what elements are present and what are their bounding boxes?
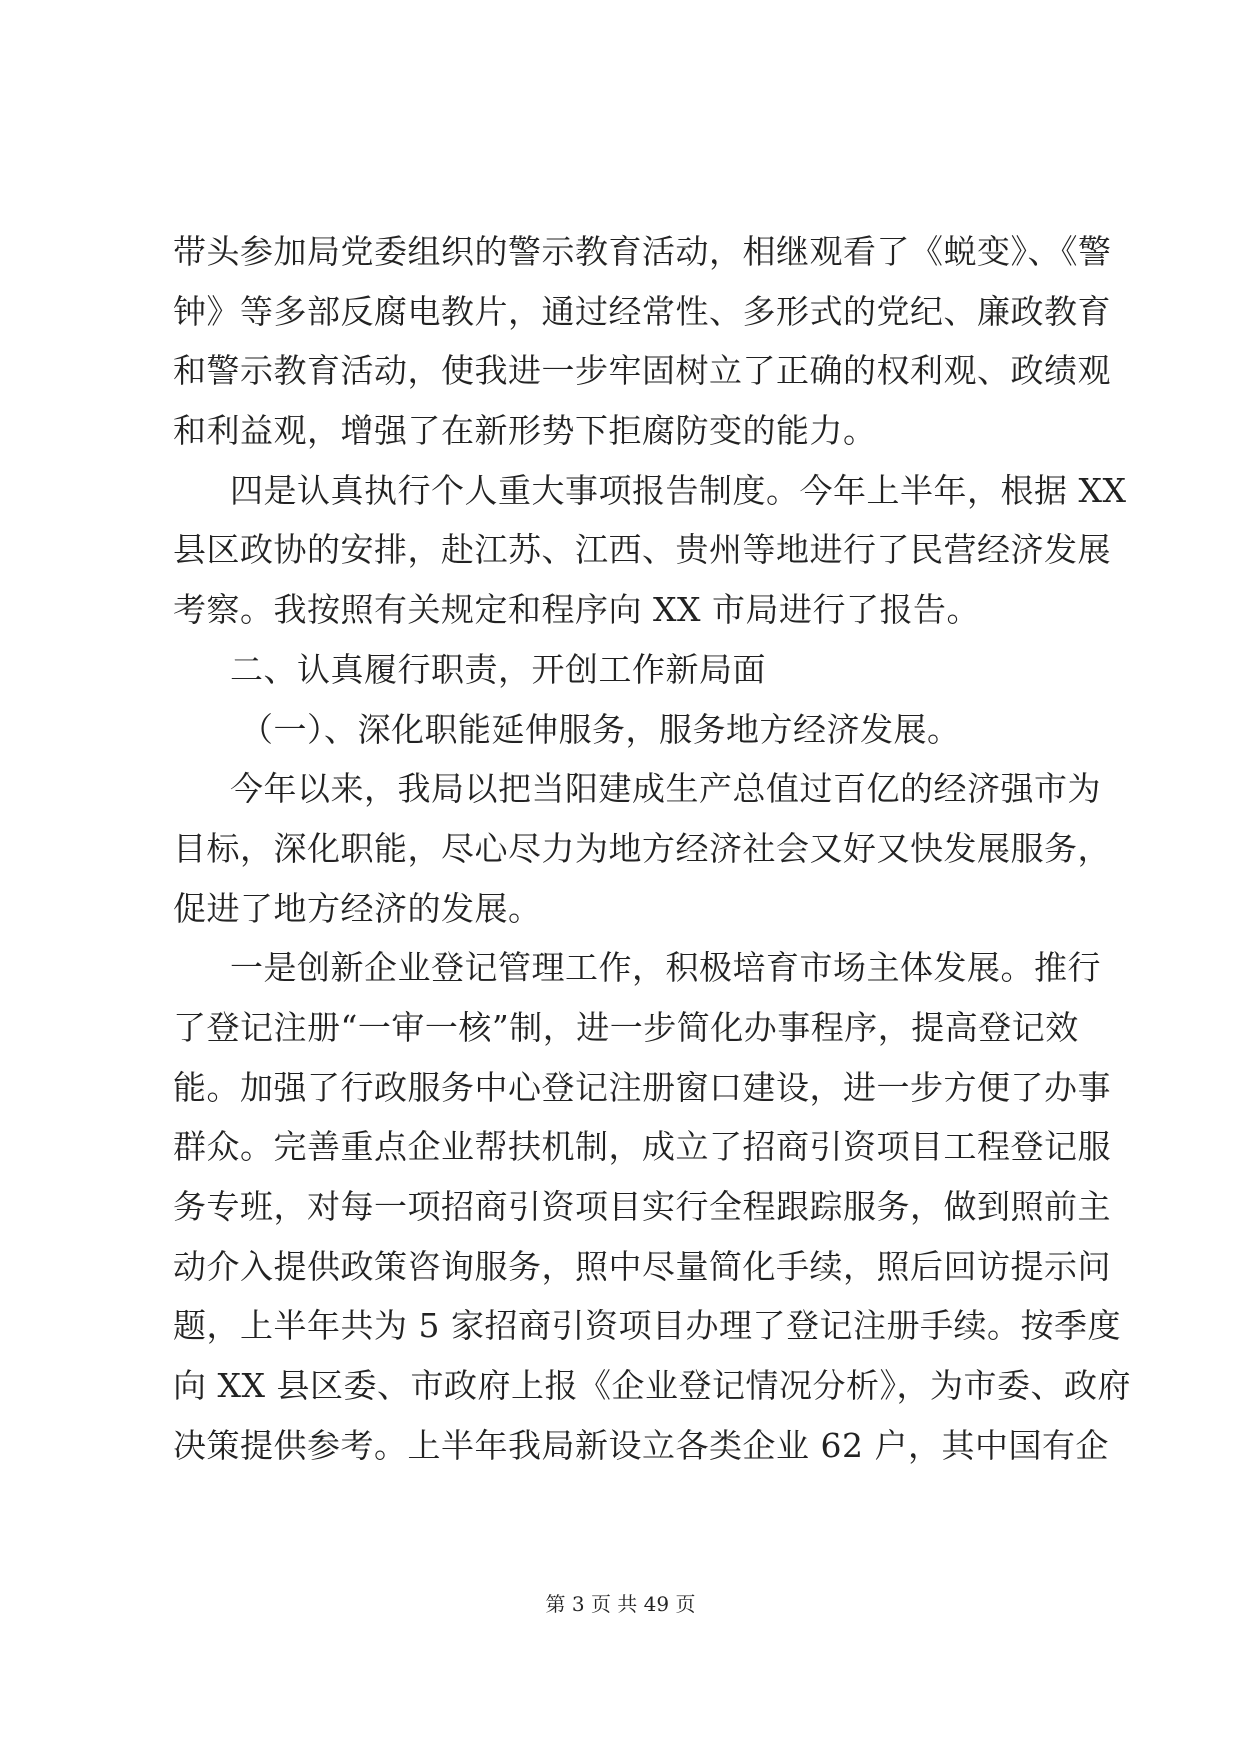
- text-line: 务专班，对每一项招商引资项目实行全程跟踪服务，做到照前主: [173, 1187, 1111, 1226]
- page-number-footer: 第 3 页 共 49 页: [545, 1592, 696, 1616]
- text-line: 动介入提供政策咨询服务，照中尽量简化手续，照后回访提示问: [173, 1246, 1111, 1286]
- text-line: 向 XX 县区委、市政府上报《企业登记情况分析》，为市委、政府: [173, 1366, 1131, 1406]
- text-line: 钟》等多部反腐电教片，通过经常性、多形式的党纪、廉政教育: [173, 291, 1111, 331]
- text-line: 促进了地方经济的发展。: [173, 888, 542, 928]
- paragraph-start-line: 一是创新企业登记管理工作，积极培育市场主体发展。推行: [230, 948, 1101, 988]
- text-line: 目标，深化职能，尽心尽力为地方经济社会又好又快发展服务，: [173, 828, 1111, 868]
- text-line: 带头参加局党委组织的警示教育活动，相继观看了《蜕变》、《警: [173, 232, 1112, 271]
- text-line: 和利益观，增强了在新形势下拒腐防变的能力。: [173, 411, 877, 451]
- paragraph-start-line: 四是认真执行个人重大事项报告制度。今年上半年，根据 XX: [230, 470, 1127, 510]
- text-line: 题，上半年共为 5 家招商引资项目办理了登记注册手续。按季度: [173, 1306, 1121, 1346]
- text-line: 县区政协的安排，赴江苏、江西、贵州等地进行了民营经济发展: [173, 530, 1111, 570]
- text-line: 考察。我按照有关规定和程序向 XX 市局进行了报告。: [173, 590, 980, 630]
- text-line: 决策提供参考。上半年我局新设立各类企业 62 户，其中国有企: [173, 1425, 1109, 1465]
- subsection-heading: （一）、深化职能延伸服务，服务地方经济发展。: [240, 709, 961, 749]
- text-line: 群众。完善重点企业帮扶机制，成立了招商引资项目工程登记服: [173, 1127, 1111, 1167]
- text-line: 能。加强了行政服务中心登记注册窗口建设，进一步方便了办事: [173, 1067, 1111, 1107]
- paragraph-start-line: 今年以来，我局以把当阳建成生产总值过百亿的经济强市为: [230, 769, 1101, 809]
- section-heading: 二、认真履行职责，开创工作新局面: [230, 649, 766, 689]
- text-line: 和警示教育活动，使我进一步牢固树立了正确的权利观、政绩观: [173, 351, 1111, 391]
- document-body: [173, 222, 1131, 1475]
- text-line: 了登记注册“一审一核”制，进一步简化办事程序，提高登记效: [173, 1007, 1079, 1047]
